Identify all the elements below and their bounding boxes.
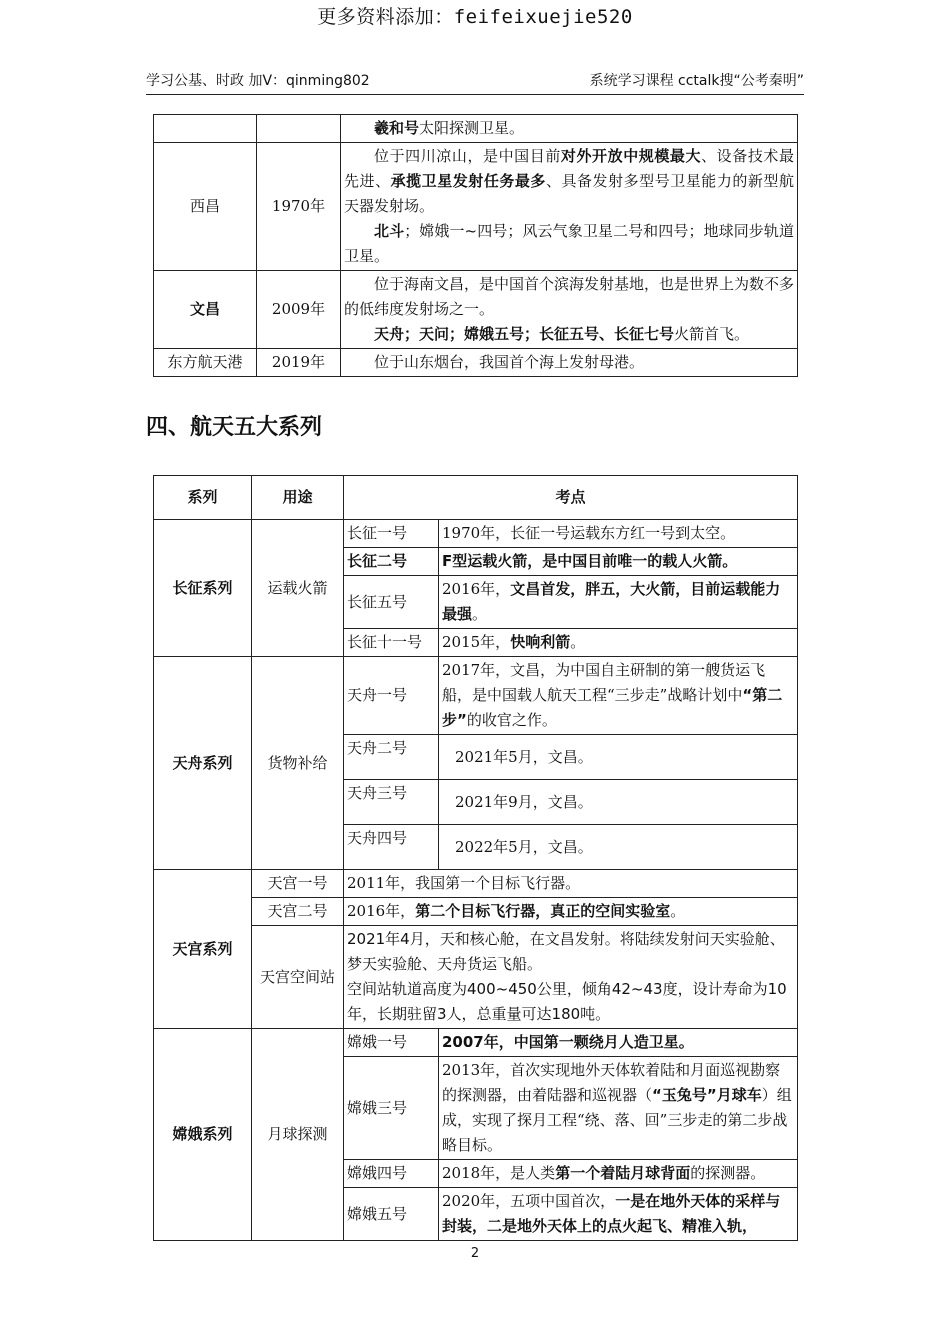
header-use: 用途 [252,476,344,520]
site-name-wenchang: 文昌 [154,271,257,349]
header-right: 系统学习课程 cctalk搜“公考秦明” [589,73,804,89]
text-run: 火箭首飞。 [674,325,750,343]
site-desc-wenchang [341,271,798,349]
model-point [439,657,798,735]
model-name: 天舟三号 [344,780,439,825]
text-run: 2017年，文昌，为中国自主研制的第一艘货运飞船，是中国载人航天工程“三步走”战略计划中 [442,661,766,704]
text-run: 2015年， [442,633,511,651]
model-point [439,1188,798,1241]
site-year-xichang: 1970年 [257,143,341,271]
model-point: 1970年，长征一号运载东方红一号到太空。 [439,520,798,548]
page-number: 2 [470,1246,480,1261]
desc-paragraph [344,322,794,347]
bold-run: 承揽卫星发射任务最多 [390,172,546,190]
table-row [154,115,798,143]
bold-run: 北斗 [374,222,405,240]
model-point: F型运载火箭，是中国目前唯一的载人火箭。 [439,548,798,576]
model-point: 2007年，中国第一颗绕月人造卫星。 [439,1029,798,1057]
text-run: 的收官之作。 [466,711,557,729]
header-points: 考点 [344,476,798,520]
bold-run: 文昌首发，胖五，大火箭，目前运载能力最强 [442,580,781,623]
site-name-dongfang: 东方航天港 [154,349,257,377]
site-year-cell [257,115,341,143]
model-name: 长征二号 [344,548,439,576]
text-run: ；嫦娥一~四号；风云气象卫星二号和四号；地球同步轨道卫星。 [344,222,794,265]
model-name: 天宫空间站 [252,926,344,1029]
model-name: 长征一号 [344,520,439,548]
site-year-wenchang: 2009年 [257,271,341,349]
text-run: 2016年， [442,580,511,598]
series-use-tianzhou: 货物补给 [252,657,344,870]
watermark-text: 更多资料添加：feifeixuejie520 [317,6,633,28]
launch-site-table [153,114,798,377]
model-point: 2021年9月，文昌。 [439,780,798,825]
header-divider [146,94,804,95]
model-name: 嫦娥三号 [344,1057,439,1160]
point-paragraph: 空间站轨道高度为400~450公里，倾角42~43度，设计寿命为10年，长期驻留3人，总重量可达180吨。 [347,980,787,1023]
table-header-row [154,476,798,520]
bold-run: 第一个着陆月球背面 [555,1164,691,1182]
model-name: 长征十一号 [344,629,439,657]
model-point [344,898,798,926]
bold-run: 快响利箭 [510,633,571,651]
text-run: 。 [670,902,686,920]
model-name: 天舟一号 [344,657,439,735]
model-point [439,1160,798,1188]
bold-run: “第二步” [442,686,783,729]
model-name: 天舟四号 [344,825,439,870]
text-run: 2020年，五项中国首次， [442,1192,616,1210]
bold-run: 天舟；天问；嫦娥五号；长征五号、长征七号 [374,325,675,343]
text-run: 、具备发射多型号卫星能力的新型航天器发射场。 [344,172,794,215]
site-desc-cell [341,115,798,143]
model-point [439,1057,798,1160]
header-series: 系列 [154,476,252,520]
series-name-tianzhou: 天舟系列 [154,657,252,870]
header-left: 学习公基、时政 加V：qinming802 [146,73,370,89]
table-row [154,1029,798,1057]
text-run: 的探测器。 [690,1164,766,1182]
series-name-changzheng: 长征系列 [154,520,252,657]
series-name-tiangong: 天宫系列 [154,870,252,1029]
model-point: 2022年5月，文昌。 [439,825,798,870]
point-paragraph: 2021年4月，天和核心舱，在文昌发射。将陆续发射问天实验舱、梦天实验舱、天舟货运飞船。 [347,930,785,973]
bold-run: “玉兔号”月球车 [652,1086,762,1104]
bold-run: 对外开放中规模最大 [560,147,702,165]
site-year-dongfang: 2019年 [257,349,341,377]
model-point: 2021年5月，文昌。 [439,735,798,780]
site-name-cell [154,115,257,143]
text-run: 2016年， [347,902,416,920]
text-run: 。 [472,605,488,623]
model-name: 嫦娥四号 [344,1160,439,1188]
table-row [154,143,798,271]
model-name: 天宫一号 [252,870,344,898]
series-use-change: 月球探测 [252,1029,344,1241]
bold-run: 第二个目标飞行器，真正的空间实验室 [415,902,671,920]
desc-paragraph [344,144,794,219]
desc-paragraph: 位于海南文昌，是中国首个滨海发射基地，也是世界上为数不多的低纬度发射场之一。 [344,275,795,318]
table-row [154,520,798,548]
table-row [154,349,798,377]
model-name: 嫦娥一号 [344,1029,439,1057]
site-name-xichang: 西昌 [154,143,257,271]
text-run: ）组成，实现了探月工程“绕、落、回”三步走的第二步战略目标。 [442,1086,792,1154]
section-title: 四、航天五大系列 [146,415,323,440]
series-use-changzheng: 运载火箭 [252,520,344,657]
text-run: 2013年，首次实现地外天体软着陆和月面巡视勘察的探测器，由着陆器和巡视器（ [442,1061,781,1104]
model-name: 天宫二号 [252,898,344,926]
model-name: 长征五号 [344,576,439,629]
table-row [154,870,798,898]
series-name-change: 嫦娥系列 [154,1029,252,1241]
model-name: 天舟二号 [344,735,439,780]
model-point [344,926,798,1029]
bold-run: 一是在地外天体的采样与封装，二是地外天体上的点火起飞、精准入轨， [442,1192,781,1235]
model-point: 2011年，我国第一个目标飞行器。 [344,870,798,898]
table-row [154,271,798,349]
text-run: 位于四川凉山，是中国目前 [374,147,561,165]
text-run: 、设备技术最先进、 [344,147,794,190]
site-desc-dongfang: 位于山东烟台，我国首个海上发射母港。 [341,349,798,377]
text-run: 2018年，是人类 [442,1164,556,1182]
text-run: 。 [570,633,586,651]
model-name: 嫦娥五号 [344,1188,439,1241]
model-point [439,629,798,657]
table-row [154,657,798,735]
site-desc-xichang [341,143,798,271]
xihe-label: 羲和号 [374,119,420,137]
desc-paragraph [344,219,794,269]
series-table [153,475,798,1241]
xihe-text: 太阳探测卫星。 [419,119,525,137]
model-point [439,576,798,629]
